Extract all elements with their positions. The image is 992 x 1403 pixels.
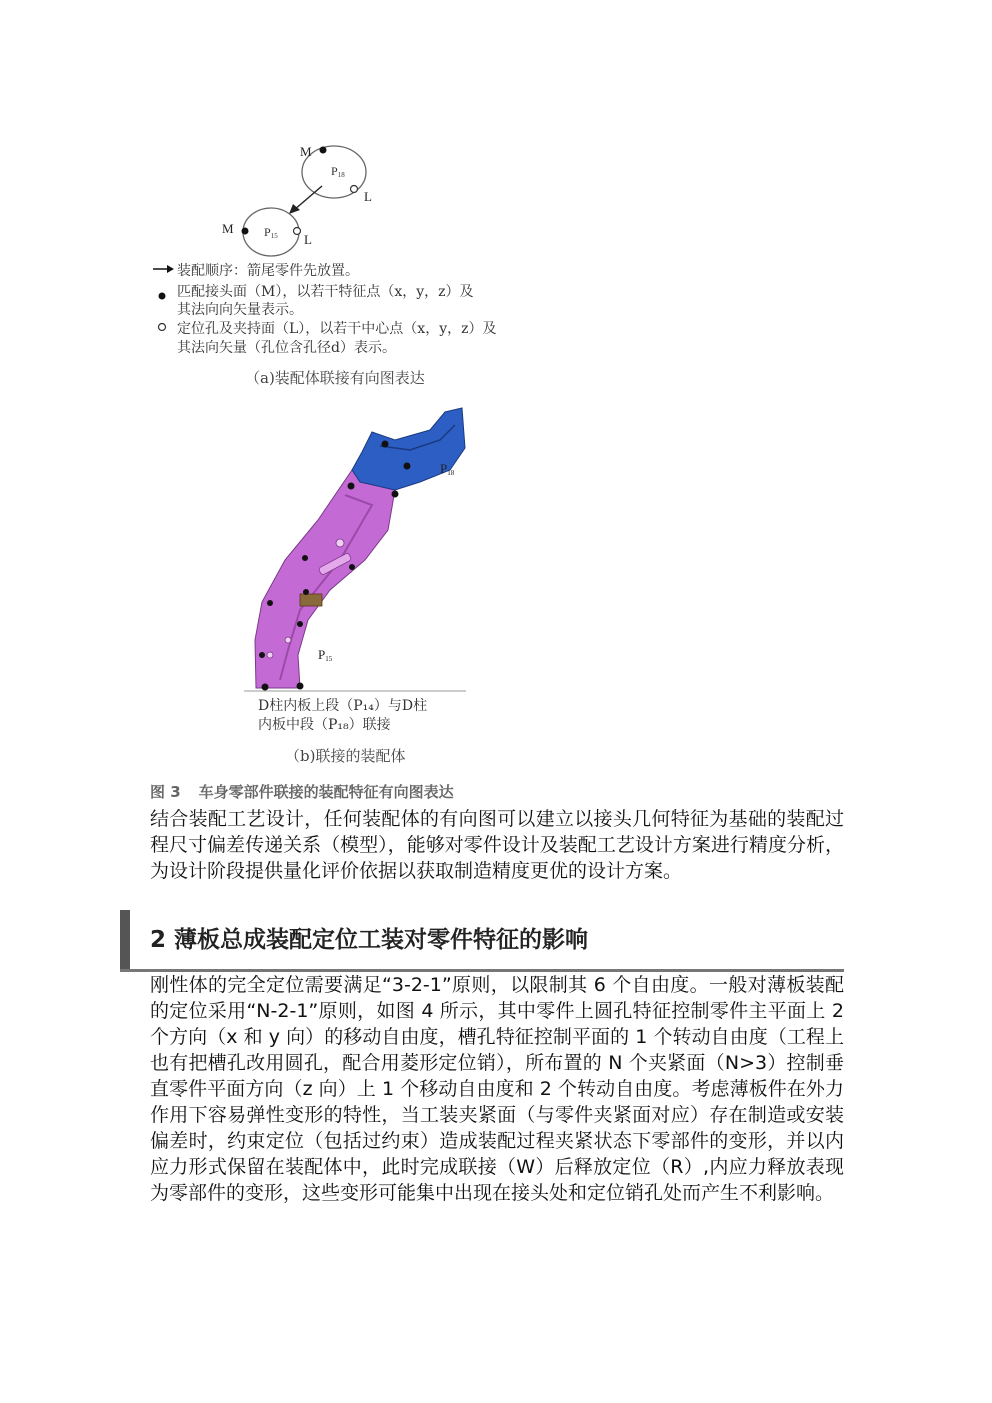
locating-point xyxy=(404,463,411,470)
figure-b-caption: （b)联接的装配体 xyxy=(285,747,406,765)
locating-point xyxy=(297,621,303,627)
assembly-order-arrow xyxy=(294,186,322,210)
figure-b-note-line2: 内板中段（P₁₈）联接 xyxy=(258,717,391,733)
locating-point xyxy=(297,683,304,690)
locating-point xyxy=(348,483,355,490)
figure-b-note-line1: D柱内板上段（P₁₄）与D柱 xyxy=(258,698,428,714)
locating-point-l-top xyxy=(351,186,358,193)
part-p15-hole xyxy=(267,652,273,658)
locating-point-l-bottom xyxy=(294,228,301,235)
paragraph-locating-principle: 刚性体的完全定位需要满足“3-2-1”原则，以限制其 6 个自由度。一般对薄板装配的定位采用“N-2-1”原则，如图 4 所示，其中零件上圆孔特征控制零件主平面上 2 个方向（x 和 y 向）的移动自由度，槽孔特征控制平面的 1 个转动自由度（工程上也有把槽孔改用圆孔，配合用菱形定位销），所布置的 N 个夹紧面（N>3）控制垂直零件平面方向（z 向）上 1 个移动自由度和 2 个转动自由度。考虑薄板件在外力作用下容易弹性变形的特性，当工装夹紧面（与零件夹紧面对应）存在制造或安装偏差时，约束定位（包括过约束）造成装配过程夹紧状态下零部件的变形，并以内应力形式保留在装配体中，此时完成联接（W）后释放定位（R）,内应力释放表现为零部件的变形，这些变形可能集中出现在接头处和定位销孔处而产生不利影响。 xyxy=(150,974,844,1204)
locating-point xyxy=(303,589,309,595)
figure-3-caption xyxy=(150,781,454,802)
locating-point xyxy=(382,441,389,448)
locating-point xyxy=(262,684,269,691)
figure-a-caption: （a)装配体联接有向图表达 xyxy=(245,369,425,387)
joint-point-m-top xyxy=(320,147,327,154)
legend-arrow-head-icon xyxy=(167,265,174,273)
joint-point-m-bottom xyxy=(242,228,249,235)
assembled-parts-figure xyxy=(240,400,480,700)
section-heading-bar xyxy=(120,910,130,972)
part-p18-label: P18 xyxy=(440,461,455,477)
node-p18-l-label: L xyxy=(364,189,372,204)
locating-point xyxy=(267,600,273,606)
section-heading: 2 薄板总成装配定位工装对零件特征的影响 xyxy=(150,927,589,953)
figure-number: 图 3 xyxy=(150,783,181,801)
legend-text-locating-hole-cont: 其法向矢量（孔位含孔径d）表示。 xyxy=(177,340,396,356)
node-p15-m-label: M xyxy=(222,221,234,236)
legend-text-joint-face-cont: 其法向向矢量表示。 xyxy=(177,302,303,318)
part-p15-hole xyxy=(336,539,344,547)
paragraph-directed-graph-summary: 结合装配工艺设计，任何装配体的有向图可以建立以接头几何特征为基础的装配过程尺寸偏差传递关系（模型），能够对零件设计及装配工艺设计方案进行精度分析，为设计阶段提供量化评价依据以获取制造精度更优的设计方案。 xyxy=(150,808,844,882)
legend-text-assembly-order: 装配顺序：箭尾零件先放置。 xyxy=(177,263,359,279)
legend-text-joint-face: 匹配接头面（M），以若干特征点（x，y，z）及 xyxy=(177,284,474,300)
node-p15-l-label: L xyxy=(304,232,312,247)
legend-hollow-dot-icon xyxy=(159,324,166,331)
node-p18-name: P18 xyxy=(331,164,345,179)
node-p18-m-label: M xyxy=(300,144,312,159)
part-p15-label: P15 xyxy=(318,647,333,663)
locating-point xyxy=(392,491,399,498)
legend-filled-dot-icon xyxy=(159,293,166,300)
part-p18-upper-pillar xyxy=(352,408,465,490)
locating-point xyxy=(259,652,265,658)
part-p15-hole xyxy=(285,637,291,643)
part-p15-slot-2 xyxy=(300,594,322,606)
legend-text-locating-hole: 定位孔及夹持面（L），以若干中心点（x，y，z）及 xyxy=(177,321,497,337)
locating-point xyxy=(349,564,355,570)
figure-title: 车身零部件联接的装配特征有向图表达 xyxy=(198,783,454,801)
locating-point xyxy=(302,555,308,561)
node-p15-name: P15 xyxy=(264,225,278,240)
